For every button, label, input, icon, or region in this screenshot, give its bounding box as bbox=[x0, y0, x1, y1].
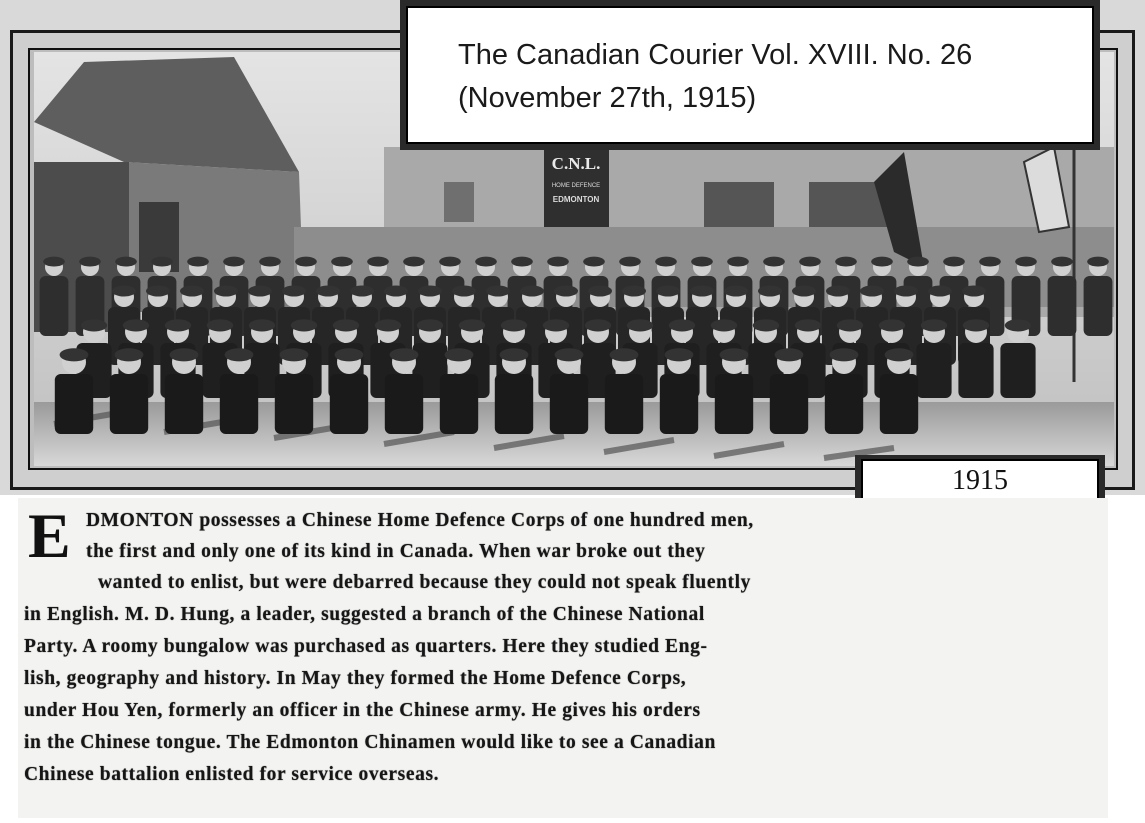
article-text bbox=[18, 498, 1108, 818]
caption-date: (November 27th, 1915) bbox=[458, 82, 757, 114]
article-line: wanted to enlist, but were debarred because they could not speak fluently bbox=[98, 572, 752, 593]
article-line: the first and only one of its kind in Canada. When war broke out they bbox=[86, 541, 706, 562]
sign-text-3: EDMONTON bbox=[552, 195, 600, 204]
article-line: lish, geography and history. In May they formed the Home Defence Corps, bbox=[24, 668, 687, 689]
article-line: Party. A roomy bungalow was purchased as quarters. Here they studied Eng- bbox=[24, 636, 708, 657]
drop-cap: E bbox=[28, 500, 71, 571]
sign-text-1: C.N.L. bbox=[551, 154, 601, 173]
article-line: in English. M. D. Hung, a leader, suggested a branch of the Chinese National bbox=[24, 604, 705, 625]
article-line: under Hou Yen, formerly an officer in the Chinese army. He gives his orders bbox=[24, 700, 701, 721]
article-line: in the Chinese tongue. The Edmonton Chinamen would like to see a Canadian bbox=[24, 732, 716, 753]
article-line: DMONTON possesses a Chinese Home Defence Corps of one hundred men, bbox=[86, 510, 754, 531]
caption-box bbox=[400, 0, 1100, 150]
sign-text-2: HOME DEFENCE bbox=[551, 183, 601, 189]
caption-title: The Canadian Courier Vol. XVIII. No. 26 bbox=[458, 39, 973, 71]
year-box bbox=[855, 455, 1105, 500]
year-label: 1915 bbox=[861, 459, 1099, 500]
article-line: Chinese battalion enlisted for service overseas. bbox=[24, 764, 440, 785]
